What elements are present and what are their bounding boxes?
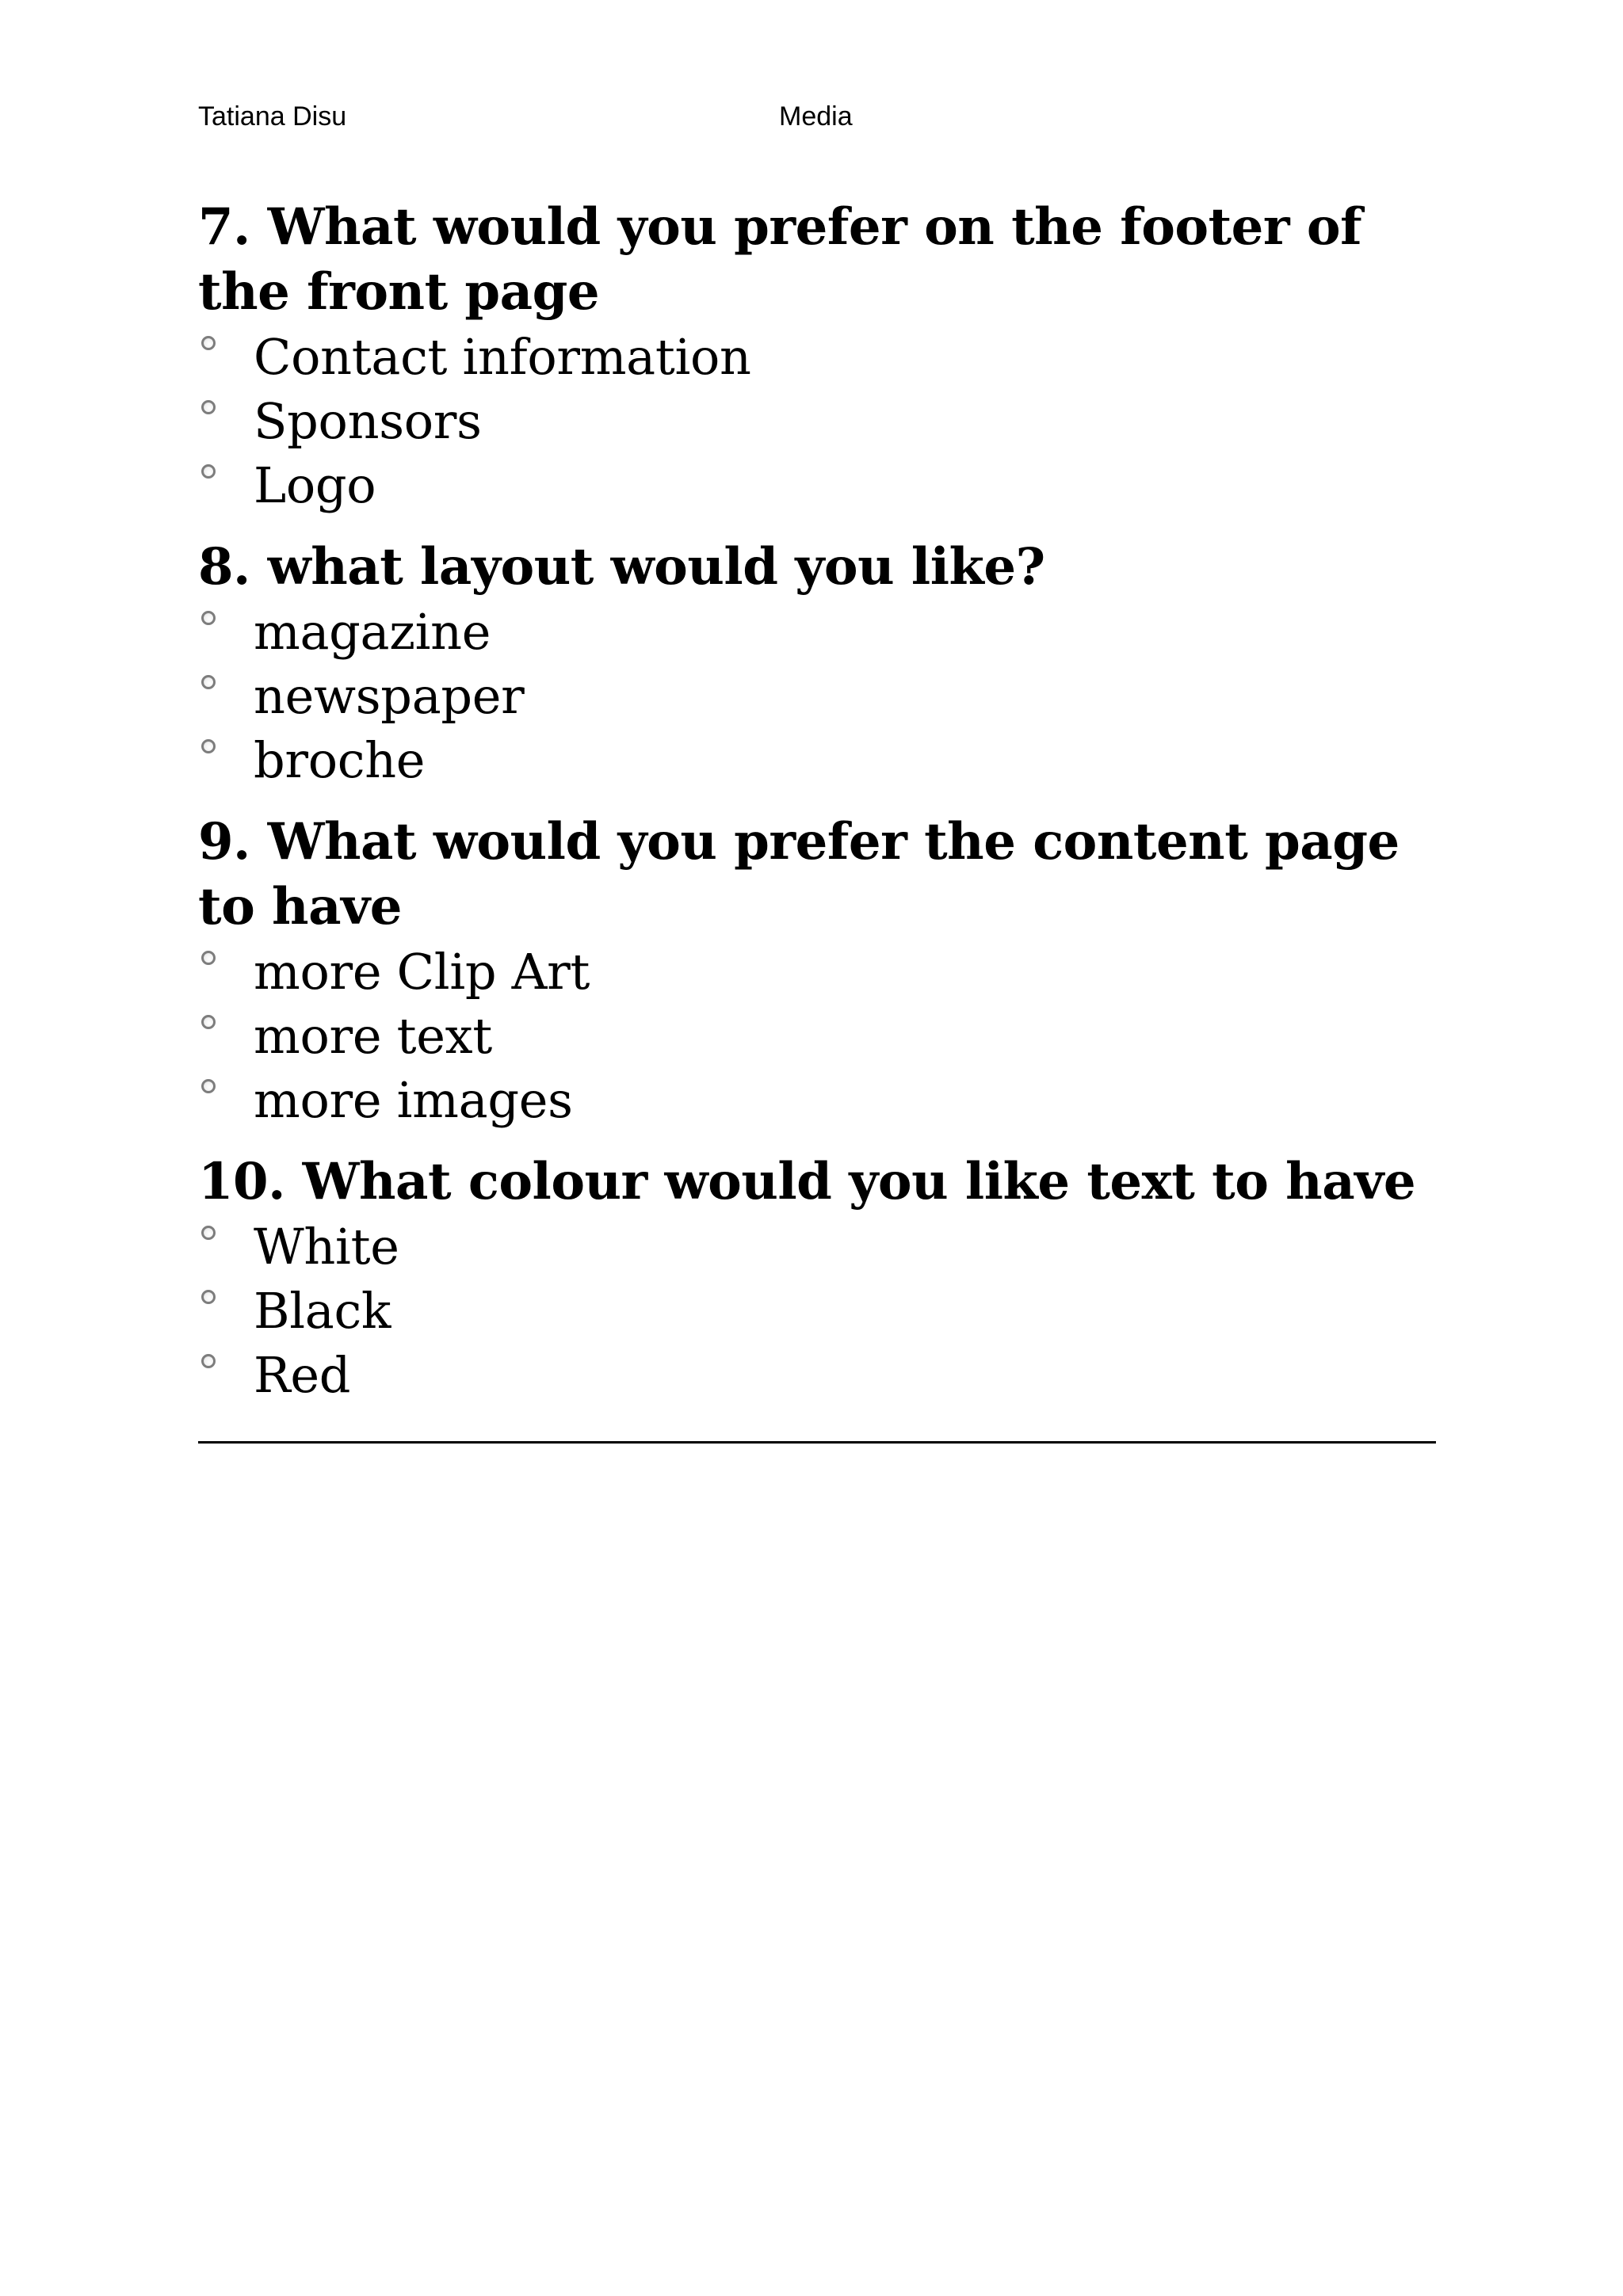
radio-button-icon[interactable]	[201, 336, 216, 350]
question-title: 9. What would you prefer the content page to have	[198, 812, 1400, 936]
option-logo[interactable]	[198, 453, 1434, 517]
option-white[interactable]	[198, 1215, 1434, 1279]
questionnaire	[198, 195, 1434, 1425]
question-10	[198, 1150, 1434, 1407]
option-black[interactable]	[198, 1279, 1434, 1343]
option-label: magazine	[254, 603, 491, 661]
option-label: more images	[254, 1071, 573, 1129]
radio-button-icon[interactable]	[201, 951, 216, 965]
header-author: Tatiana Disu	[198, 101, 347, 132]
option-list	[198, 1215, 1434, 1407]
question-title: 7. What would you prefer on the footer of the front page	[198, 197, 1362, 322]
option-magazine[interactable]	[198, 600, 1434, 664]
question-9	[198, 810, 1434, 1132]
horizontal-rule	[198, 1441, 1436, 1444]
option-label: Sponsors	[254, 392, 482, 450]
radio-button-icon[interactable]	[201, 739, 216, 753]
option-list	[198, 940, 1434, 1132]
page-header	[198, 97, 1434, 136]
option-contact-information[interactable]	[198, 325, 1434, 389]
option-sponsors[interactable]	[198, 389, 1434, 453]
option-label: more Clip Art	[254, 943, 590, 1001]
option-label: broche	[254, 731, 426, 789]
radio-button-icon[interactable]	[201, 611, 216, 625]
radio-button-icon[interactable]	[201, 1354, 216, 1368]
radio-button-icon[interactable]	[201, 675, 216, 689]
radio-button-icon[interactable]	[201, 1015, 216, 1029]
option-red[interactable]	[198, 1343, 1434, 1407]
option-label: Logo	[254, 456, 376, 514]
question-7	[198, 195, 1434, 517]
question-title: 10. What colour would you like text to have	[198, 1152, 1416, 1211]
radio-button-icon[interactable]	[201, 400, 216, 414]
option-label: Contact information	[254, 328, 751, 386]
option-more-text[interactable]	[198, 1004, 1434, 1068]
option-label: newspaper	[254, 667, 525, 725]
radio-button-icon[interactable]	[201, 1079, 216, 1093]
radio-button-icon[interactable]	[201, 464, 216, 479]
option-list	[198, 600, 1434, 792]
option-more-clip-art[interactable]	[198, 940, 1434, 1004]
option-label: Red	[254, 1346, 351, 1404]
option-broche[interactable]	[198, 728, 1434, 792]
option-label: White	[254, 1218, 399, 1276]
header-subject: Media	[779, 101, 853, 132]
option-label: more text	[254, 1007, 492, 1065]
option-more-images[interactable]	[198, 1068, 1434, 1132]
question-title: 8. what layout would you like?	[198, 537, 1045, 597]
option-label: Black	[254, 1282, 391, 1340]
option-list	[198, 325, 1434, 517]
option-newspaper[interactable]	[198, 664, 1434, 728]
radio-button-icon[interactable]	[201, 1226, 216, 1240]
radio-button-icon[interactable]	[201, 1290, 216, 1304]
question-8	[198, 535, 1434, 792]
